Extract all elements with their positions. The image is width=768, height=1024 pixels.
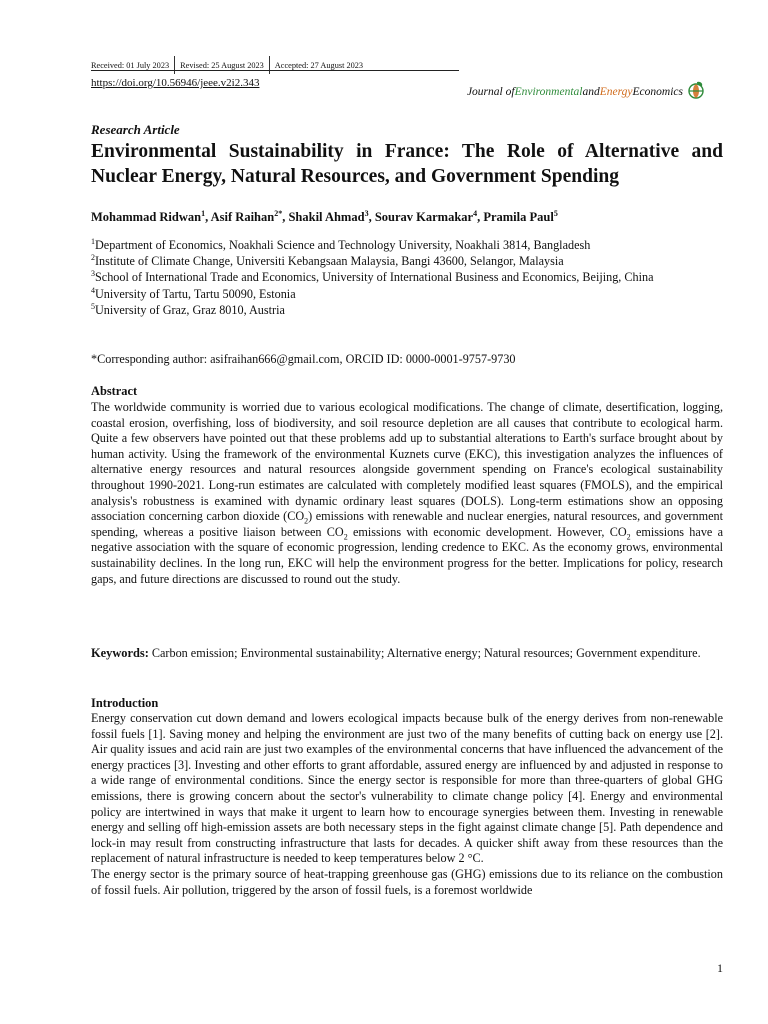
author-sup: 3	[364, 208, 369, 218]
author-name: Mohammad Ridwan	[91, 210, 202, 224]
revised-date: Revised: 25 August 2023	[180, 60, 264, 70]
affiliation-text: University of Tartu, Tartu 50090, Estonia	[95, 286, 296, 301]
author-sup: 1	[201, 208, 206, 218]
keywords-label: Keywords:	[91, 646, 149, 660]
affiliation-text: School of International Trade and Economics, University of International Business and Economics, Beijing, China	[95, 270, 654, 285]
submission-dates	[91, 56, 368, 74]
journal-name-energy: Energy	[599, 85, 633, 98]
author-name: Pramila Paul	[483, 210, 554, 224]
author-name: Sourav Karmakar	[374, 210, 474, 224]
author-sup: 2*	[274, 208, 283, 218]
author-name: Shakil Ahmad	[288, 210, 365, 224]
affiliation-text: Department of Economics, Noakhali Science and Technology University, Noakhali 3814, Bangladesh	[95, 238, 591, 252]
author-list: Mohammad Ridwan$^1$, Asif Raihan$^{2*}$, Shakil Ahmad$^3$, Sourav Karmakar$^4$, Pramila Paul$^5$	[91, 208, 558, 224]
journal-name	[467, 80, 706, 103]
subscript: 2	[626, 532, 631, 542]
affiliation-item	[91, 237, 723, 253]
affiliation-sup: 3	[91, 269, 95, 279]
doi-link[interactable]: https://doi.org/10.56946/jeee.v2i2.343	[91, 77, 260, 89]
abstract-segment: ) emissions with renewable and nuclear energies, natural resources, and government spending, whereas a positive liaison between CO	[91, 509, 723, 539]
header-rule	[91, 70, 459, 71]
article-type: Research Article	[91, 122, 180, 137]
author-sup: 4	[473, 208, 478, 218]
affiliation-item	[91, 253, 723, 269]
abstract-segment: emissions with economic development. However, CO	[347, 524, 627, 539]
affiliation-sup: 1	[91, 236, 95, 246]
journal-name-part: Economics	[632, 85, 683, 98]
affiliation-item	[91, 269, 723, 285]
introduction-text	[91, 711, 723, 898]
paper-title: Environmental Sustainability in France: The Role of Alternative and Nuclear Energy, Natural Resources, and Government Spending	[91, 141, 723, 187]
received-date: Received: 01 July 2023	[91, 60, 170, 70]
author-name: Asif Raihan	[210, 210, 275, 224]
affiliation-sup: 4	[91, 285, 95, 295]
abstract-segment: The worldwide community is worried due to various ecological modifications. The change of climate, desertification, logging, coastal erosion, overfishing, loss of biodiversity, and soil resource depletion are all causes that contribute to ecological harm. Quite a few observers have pointed out that these problems add up to substantial alterations to Earth's surface brought about by human activity. Using the framework of the environmental Kuznets curve (EKC), this investigation analyzes the influences of alternative energy resources and natural resources alongside government spending on France's ecological sustainability throughout 1990-2021. Long-run estimates are calculated with completely modified least squares (FMOLS), and the empirical analysis's robustness is examined with dynamic ordinary least squares (DOLS). Long-term estimations show an opposing association concerning carbon dioxide (CO	[91, 400, 723, 524]
affiliation-text: Institute of Climate Change, Universiti Kebangsaan Malaysia, Bangi 43600, Selangor, Malaysia	[95, 254, 564, 269]
paragraph: The energy sector is the primary source of heat-trapping greenhouse gas (GHG) emissions due to its reliance on the combustion of fossil fuels. Air pollution, triggered by the arson of fossil fuels, is a foremost worldwide	[91, 866, 723, 897]
affiliation-sup: 2	[91, 253, 95, 263]
journal-name-part: Journal of	[466, 85, 515, 98]
subscript: 2	[343, 532, 348, 542]
affiliation-item	[91, 286, 723, 302]
abstract-segment: emissions have a negative association with the square of economic progression, lending credence to EKC. As the economy grows, environmental sustainability declines. In the long run, EKC will help the environment progress for the better. Implications for policy, research gaps, and future directions are discussed to round out the study.	[91, 524, 724, 586]
leaf-globe-icon	[686, 80, 706, 103]
affiliation-text: University of Graz, Graz 8010, Austria	[95, 302, 285, 317]
accepted-date: Accepted: 27 August 2023	[274, 60, 364, 70]
journal-name-environmental: Environmental	[514, 85, 583, 98]
corresponding-author: *Corresponding author: asifraihan666@gmail.com, ORCID ID: 0000-0001-9757-9730	[91, 352, 516, 366]
affiliation-sup: 5	[91, 301, 95, 311]
affiliations	[91, 237, 723, 318]
journal-name-part: and	[582, 85, 600, 98]
abstract-heading: Abstract	[91, 384, 138, 398]
author-sup: 5	[553, 208, 558, 218]
keywords	[91, 646, 723, 662]
page-number: 1	[717, 961, 723, 975]
subscript: 2	[304, 516, 309, 526]
introduction-heading: Introduction	[91, 696, 159, 710]
paragraph: Energy conservation cut down demand and lowers ecological impacts because bulk of the energy derives from non-renewable fossil fuels [1]. Saving money and helping the environment are just two of the many benefits of cutting back on energy use [2]. Air quality issues and acid rain are just two examples of the environmental concerns that have influenced the advancement of the energy practices [3]. Investing and other efforts to grant affordable, assured energy are influenced by and adjusted in response to a wide range of environmental conditions. Since the energy sector is responsible for more than three-quarters of global GHG emissions, there is growing concern about the sector's vulnerability to climate change policy [4]. Energy and environmental policy are intertwined in ways that make it urgent to learn how to encourage synergies between them. Investing in renewable energy and selling off high-emission assets are both necessary steps in the fight against climate change [5]. Path dependence and lock-in may result from constructing infrastructure that lasts for decades. A quicker shift away from these resources than the replacement of natural infrastructure is needed to keep temperatures below 2 °C.	[91, 711, 723, 866]
abstract-text	[91, 400, 723, 587]
keywords-text: Carbon emission; Environmental sustainability; Alternative energy; Natural resources; Government expenditure.	[148, 646, 701, 660]
affiliation-item	[91, 302, 723, 318]
